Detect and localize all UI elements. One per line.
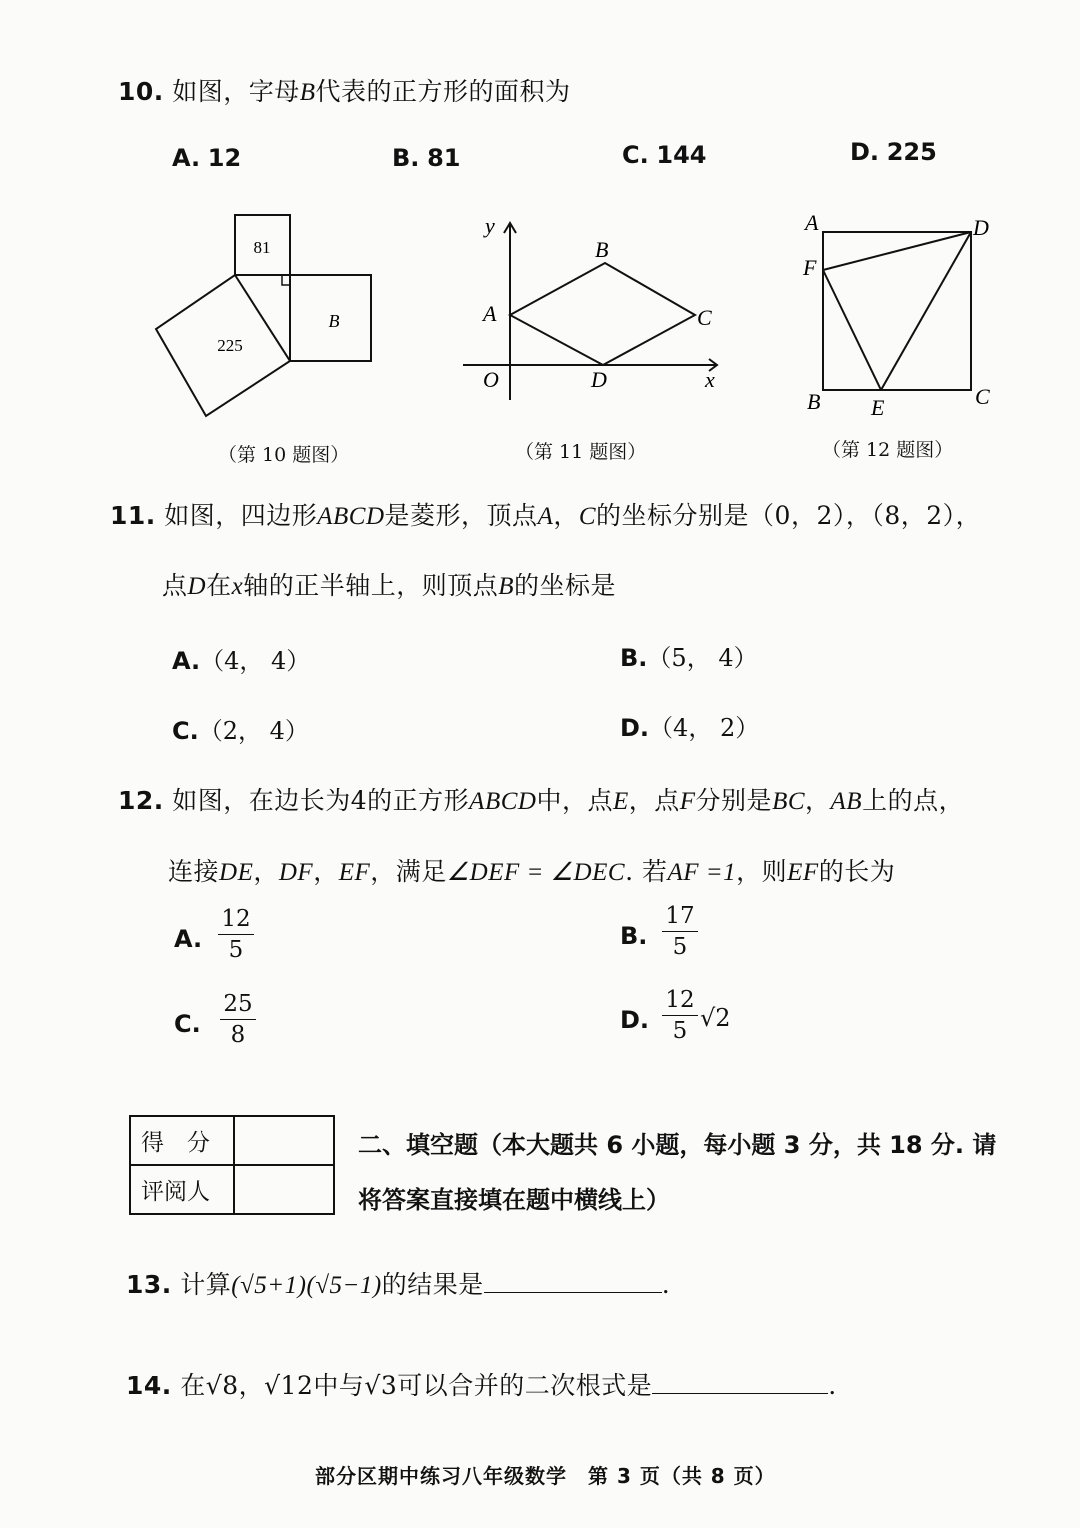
fraction-numerator: 12 bbox=[221, 906, 251, 932]
page-footer: 部分区期中练习八年级数学 第 3 页（共 8 页） bbox=[315, 1464, 776, 1488]
fraction-numerator: 25 bbox=[223, 991, 253, 1017]
q12-stem-line1 bbox=[118, 781, 964, 817]
q12-option-c[interactable] bbox=[174, 1010, 201, 1038]
q13-number: 13. bbox=[126, 1270, 172, 1299]
q12-var: EF bbox=[787, 859, 819, 886]
q11-var: B bbox=[498, 573, 514, 600]
section2-heading-line1: 二、填空题（本大题共 6 小题，每小题 3 分，共 18 分. 请 bbox=[358, 1131, 997, 1159]
option-label: A. bbox=[172, 144, 201, 172]
segment-ed bbox=[881, 232, 971, 390]
option-label: D. bbox=[620, 1006, 650, 1034]
section2-heading-line2: 将答案直接填在题中横线上） bbox=[358, 1186, 670, 1214]
q10-text: 如图，字母 bbox=[172, 77, 300, 106]
option-label: C. bbox=[172, 717, 199, 745]
option-value: 225 bbox=[886, 138, 937, 166]
q12-var: AB bbox=[830, 788, 863, 815]
q12-option-a-fraction bbox=[218, 906, 254, 963]
q11-text: 是菱形，顶点 bbox=[384, 501, 538, 530]
q12-var: EF bbox=[338, 859, 371, 886]
q12-var: F bbox=[679, 788, 696, 815]
option-label: D. bbox=[620, 714, 650, 742]
q14-answer-blank[interactable] bbox=[652, 1371, 828, 1394]
q14-text: . bbox=[828, 1371, 837, 1400]
q10-caption: （第 10 题图） bbox=[218, 444, 350, 466]
fraction-bar bbox=[662, 1015, 698, 1016]
q12-var: E bbox=[612, 788, 629, 815]
segment-fe bbox=[823, 270, 881, 390]
option-value: 144 bbox=[656, 141, 707, 169]
label-f: F bbox=[803, 255, 817, 280]
fraction-denominator: 5 bbox=[672, 1018, 688, 1044]
score-label: 得 分 bbox=[130, 1116, 234, 1165]
q11-text: 的坐标分别是（0，2），（8，2）， bbox=[596, 501, 982, 530]
label-d: D bbox=[591, 367, 607, 392]
label-c: C bbox=[975, 384, 990, 409]
option-label: B. bbox=[620, 644, 648, 672]
label-b: B bbox=[328, 311, 340, 331]
q14-text: 可以合并的二次根式是 bbox=[397, 1371, 653, 1400]
option-label: A. bbox=[174, 925, 203, 953]
label-e: E bbox=[871, 395, 885, 420]
q14-stem bbox=[126, 1366, 837, 1402]
label-y: y bbox=[485, 213, 495, 238]
q10-option-a[interactable] bbox=[172, 144, 241, 172]
q11-option-a[interactable] bbox=[172, 641, 310, 676]
label-c: C bbox=[697, 305, 712, 330]
q11-option-d[interactable] bbox=[620, 708, 759, 743]
option-value: 12 bbox=[207, 144, 242, 172]
fraction-bar bbox=[662, 931, 698, 932]
q14-text: 中与 bbox=[313, 1371, 365, 1400]
q14-text: ， bbox=[238, 1371, 265, 1400]
q13-text: 的结果是 bbox=[381, 1270, 484, 1299]
label-81: 81 bbox=[253, 238, 271, 257]
q12-text: 分别是 bbox=[695, 786, 773, 815]
q11-var: ABCD bbox=[317, 503, 385, 530]
q11-text: 轴的正半轴上，则顶点 bbox=[243, 571, 499, 600]
q11-text: 的坐标是 bbox=[514, 571, 617, 600]
q12-var: ABCD bbox=[469, 788, 537, 815]
q11-var: D bbox=[187, 573, 207, 600]
q13-text: . bbox=[661, 1270, 671, 1299]
option-value: （4， 4） bbox=[200, 647, 311, 675]
q13-text: 计算 bbox=[180, 1270, 232, 1299]
q12-var: DE bbox=[219, 859, 254, 886]
q12-option-b[interactable] bbox=[620, 922, 647, 950]
q11-figure bbox=[455, 205, 735, 415]
q14-radical: √3 bbox=[364, 1371, 398, 1400]
q12-text: 的长为 bbox=[818, 857, 896, 886]
q11-caption: （第 11 题图） bbox=[515, 441, 647, 463]
option-value: 81 bbox=[427, 144, 461, 172]
fraction-bar bbox=[218, 934, 254, 935]
q12-var: DF bbox=[278, 859, 314, 886]
label-a: A bbox=[483, 301, 497, 326]
square-abcd bbox=[823, 232, 971, 390]
q11-option-c[interactable] bbox=[172, 711, 309, 746]
label-b: B bbox=[807, 389, 821, 414]
grader-label: 评阅人 bbox=[130, 1165, 234, 1214]
q12-option-d[interactable] bbox=[620, 1006, 649, 1034]
q12-text: ， bbox=[805, 786, 831, 815]
q12-figure bbox=[795, 205, 1005, 425]
q11-text: ， bbox=[553, 501, 579, 530]
q10-option-b[interactable] bbox=[392, 144, 460, 172]
fraction-bar bbox=[220, 1019, 256, 1020]
q13-answer-blank[interactable] bbox=[484, 1270, 662, 1293]
q11-text: 在 bbox=[206, 571, 232, 600]
q11-number: 11. bbox=[110, 501, 156, 530]
option-label: C. bbox=[622, 141, 649, 169]
q12-text: ，满足 bbox=[370, 857, 447, 886]
q12-formula: ∠DEF = ∠DEC bbox=[446, 859, 626, 886]
q12-formula: AF =1 bbox=[667, 859, 737, 886]
q12-option-d-radical: √2 bbox=[700, 1004, 731, 1032]
q11-stem-line2 bbox=[162, 566, 616, 602]
q12-text: ，点 bbox=[628, 786, 680, 815]
q12-var: BC bbox=[772, 788, 806, 815]
option-label: B. bbox=[620, 922, 648, 950]
fraction-denominator: 5 bbox=[228, 937, 244, 963]
q12-text: 中，点 bbox=[536, 786, 613, 815]
option-label: C. bbox=[174, 1010, 201, 1038]
grader-cell[interactable] bbox=[234, 1165, 334, 1214]
q12-text: 如图，在边长为4的正方形 bbox=[172, 786, 470, 815]
q10-option-d[interactable] bbox=[850, 138, 937, 166]
q10-number: 10. bbox=[118, 77, 164, 106]
q10-var: B bbox=[299, 79, 316, 106]
q11-option-b[interactable] bbox=[620, 638, 758, 673]
label-o: O bbox=[483, 367, 499, 392]
q12-option-b-fraction bbox=[662, 903, 698, 960]
q12-text: 连接 bbox=[168, 857, 220, 886]
option-label: B. bbox=[392, 144, 420, 172]
right-angle-mark bbox=[282, 275, 290, 285]
segment-df bbox=[823, 232, 971, 270]
score-cell[interactable] bbox=[234, 1116, 334, 1165]
q14-text: 在 bbox=[180, 1371, 206, 1400]
q12-text: ， bbox=[313, 857, 339, 886]
label-a: A bbox=[805, 210, 819, 235]
q11-stem-line1 bbox=[110, 496, 981, 532]
q12-text: . 若 bbox=[625, 857, 668, 886]
q12-stem-line2 bbox=[168, 852, 895, 888]
option-value: （4， 2） bbox=[649, 714, 760, 742]
fraction-denominator: 8 bbox=[230, 1022, 246, 1048]
option-value: （2， 4） bbox=[198, 717, 309, 745]
rhombus-abcd bbox=[510, 263, 695, 365]
fraction-numerator: 12 bbox=[665, 987, 695, 1013]
q12-text: 上的点， bbox=[862, 786, 965, 815]
option-label: A. bbox=[172, 647, 201, 675]
q12-option-a[interactable] bbox=[174, 925, 202, 953]
q11-text: 如图，四边形 bbox=[164, 501, 318, 530]
q13-stem bbox=[126, 1265, 670, 1301]
q12-option-c-fraction bbox=[220, 991, 256, 1048]
q11-var: A bbox=[537, 503, 554, 530]
q12-number: 12. bbox=[118, 786, 164, 815]
q11-var: x bbox=[231, 573, 244, 600]
q12-text: ， bbox=[253, 857, 279, 886]
q10-text: 代表的正方形的面积为 bbox=[315, 77, 571, 106]
score-table bbox=[129, 1115, 335, 1215]
q14-radical: √12 bbox=[264, 1371, 314, 1400]
option-value: （5， 4） bbox=[647, 644, 758, 672]
label-b: B bbox=[595, 237, 609, 262]
label-d: D bbox=[973, 215, 989, 240]
q13-formula: (√5+1)(√5−1) bbox=[231, 1272, 382, 1299]
q12-text: ，则 bbox=[736, 857, 788, 886]
q11-var: C bbox=[578, 503, 597, 530]
label-x: x bbox=[705, 367, 715, 392]
label-225: 225 bbox=[217, 336, 243, 355]
fraction-denominator: 5 bbox=[672, 934, 688, 960]
q10-option-c[interactable] bbox=[622, 141, 706, 169]
q10-figure bbox=[150, 205, 390, 425]
q14-number: 14. bbox=[126, 1371, 172, 1400]
q10-stem bbox=[118, 72, 571, 108]
option-label: D. bbox=[850, 138, 880, 166]
fraction-numerator: 17 bbox=[665, 903, 695, 929]
q12-option-d-fraction bbox=[662, 987, 698, 1044]
q14-radical: √8 bbox=[205, 1371, 239, 1400]
q11-text: 点 bbox=[162, 571, 188, 600]
q12-caption: （第 12 题图） bbox=[822, 439, 954, 461]
